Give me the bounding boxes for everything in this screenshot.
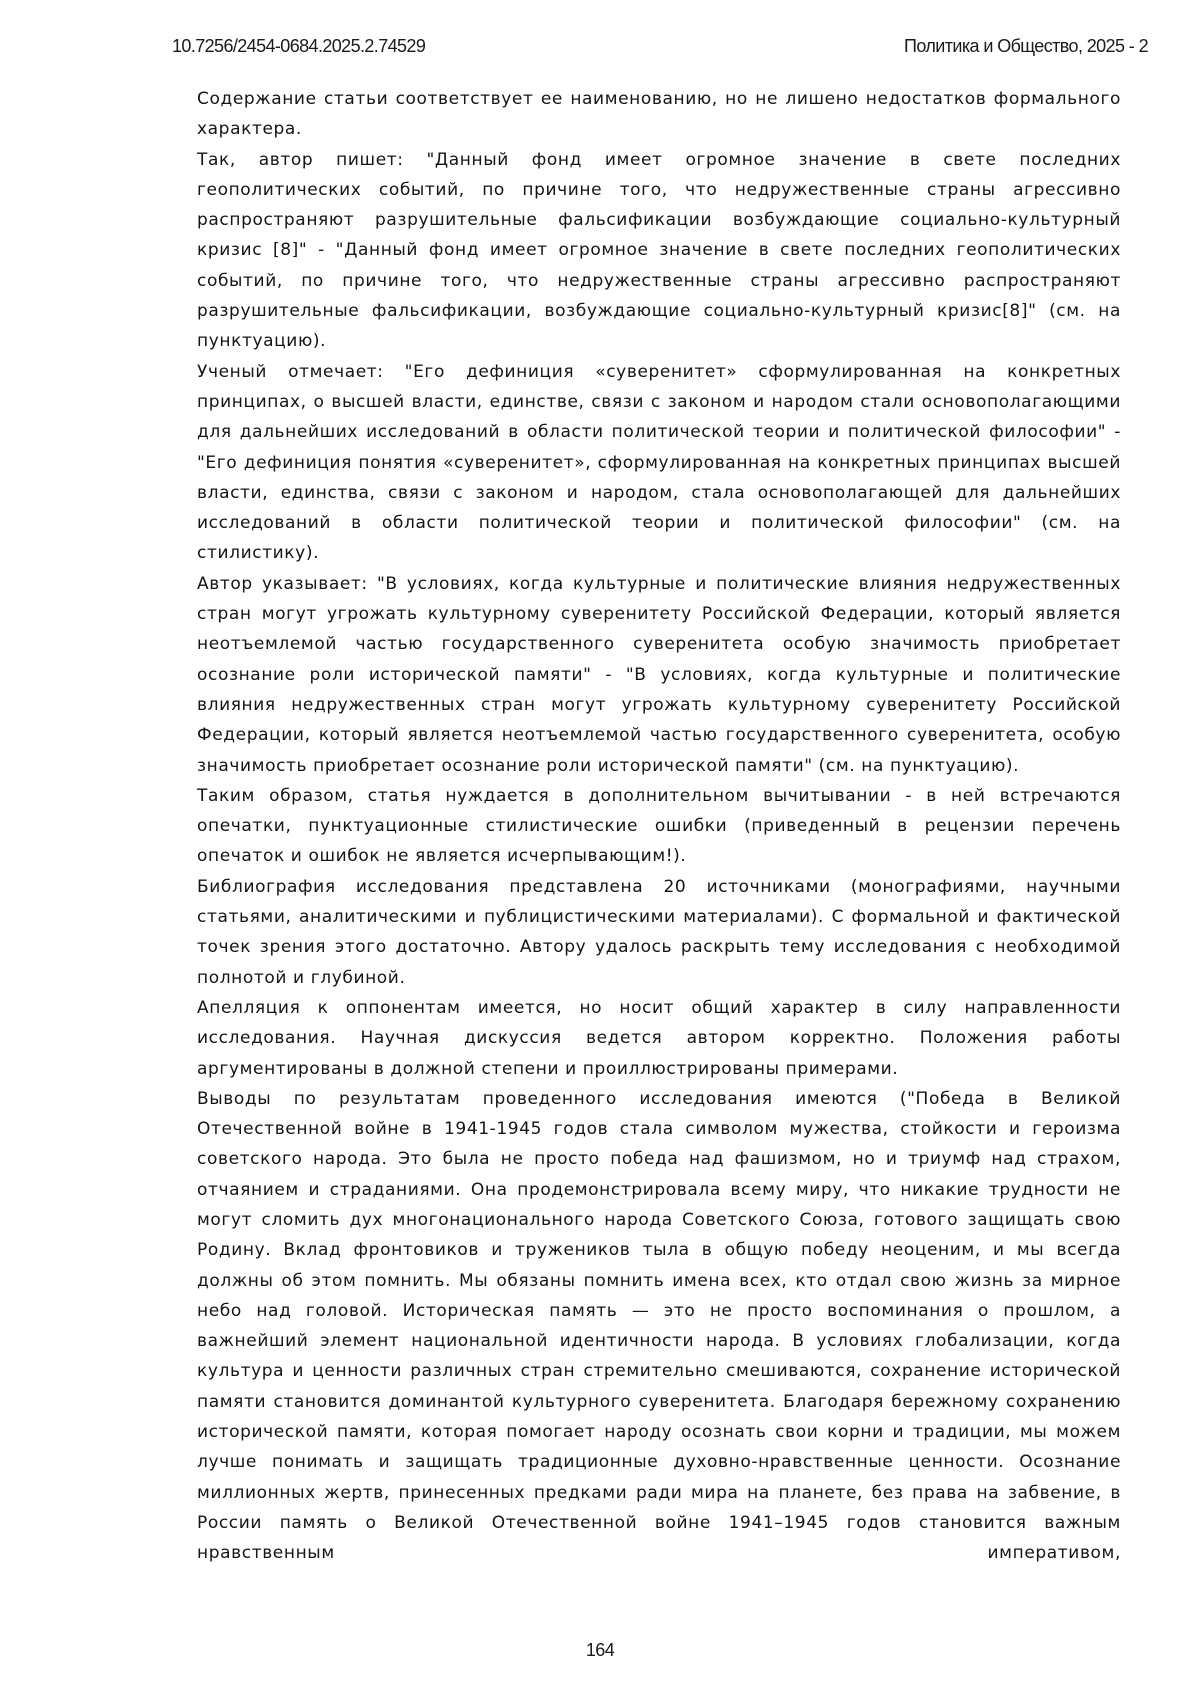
paragraph: Содержание статьи соответствует ее наименованию, но не лишено недостатков формального характера.: [197, 84, 1121, 145]
article-body: [197, 84, 1121, 1569]
page-header: [172, 36, 1148, 60]
paragraph: Таким образом, статья нуждается в дополнительном вычитывании - в ней встречаются опечатки, пунктуационные стилистические ошибки (приведенный в рецензии перечень опечаток и ошибок не является исчерпывающим!).: [197, 781, 1121, 872]
journal-title: Политика и Общество, 2025 - 2: [904, 36, 1148, 57]
paragraph: Так, автор пишет: "Данный фонд имеет огромное значение в свете последних геополитических событий, по причине того, что недружественные страны агрессивно распространяют разрушительные фальсификации возбуждающие социально-культурный кризис [8]" - "Данный фонд имеет огромное значение в свете последних геополитических событий, по причине того, что недружественные страны агрессивно распространяют разрушительные фальсификации, возбуждающие социально-культурный кризис[8]" (см. на пунктуацию).: [197, 145, 1121, 357]
page-number: 164: [0, 1640, 1200, 1661]
paragraph: Выводы по результатам проведенного исследования имеются ("Победа в Великой Отечественной войне в 1941-1945 годов стала символом мужества, стойкости и героизма советского народа. Это была не просто победа над фашизмом, но и триумф над страхом, отчаянием и страданиями. Она продемонстрировала всему миру, что никакие трудности не могут сломить дух многонационального народа Советского Союза, готового защищать свою Родину. Вклад фронтовиков и тружеников тыла в общую победу неоценим, и мы всегда должны об этом помнить. Мы обязаны помнить имена всех, кто отдал свою жизнь за мирное небо над головой. Историческая память — это не просто воспоминания о прошлом, а важнейший элемент национальной идентичности народа. В условиях глобализации, когда культура и ценности различных стран стремительно смешиваются, сохранение исторической памяти становится доминантой культурного суверенитета. Благодаря бережному сохранению исторической памяти, которая помогает народу осознать свои корни и традиции, мы можем лучше понимать и защищать традиционные духовно-нравственные ценности. Осознание миллионных жертв, принесенных предками ради мира на планете, без права на забвение, в России память о Великой Отечественной войне 1941–1945 годов становится важным нравственным императивом,: [197, 1084, 1121, 1569]
paragraph: Апелляция к оппонентам имеется, но носит общий характер в силу направленности исследования. Научная дискуссия ведется автором корректно. Положения работы аргументированы в должной степени и проиллюстрированы примерами.: [197, 993, 1121, 1084]
paragraph: Библиография исследования представлена 20 источниками (монографиями, научными статьями, аналитическими и публицистическими материалами). С формальной и фактической точек зрения этого достаточно. Автору удалось раскрыть тему исследования с необходимой полнотой и глубиной.: [197, 872, 1121, 993]
paragraph: Ученый отмечает: "Его дефиниция «суверенитет» сформулированная на конкретных принципах, о высшей власти, единстве, связи с законом и народом стали основополагающими для дальнейших исследований в области политической теории и политической философии" - "Его дефиниция понятия «суверенитет», сформулированная на конкретных принципах высшей власти, единства, связи с законом и народом, стала основополагающей для дальнейших исследований в области политической теории и политической философии" (см. на стилистику).: [197, 357, 1121, 569]
paragraph: Автор указывает: "В условиях, когда культурные и политические влияния недружественных стран могут угрожать культурному суверенитету Российской Федерации, который является неотъемлемой частью государственного суверенитета особую значимость приобретает осознание роли исторической памяти" - "В условиях, когда культурные и политические влияния недружественных стран могут угрожать культурному суверенитету Российской Федерации, который является неотъемлемой частью государственного суверенитета, особую значимость приобретает осознание роли исторической памяти" (см. на пунктуацию).: [197, 569, 1121, 781]
doi-text: 10.7256/2454-0684.2025.2.74529: [172, 36, 425, 57]
